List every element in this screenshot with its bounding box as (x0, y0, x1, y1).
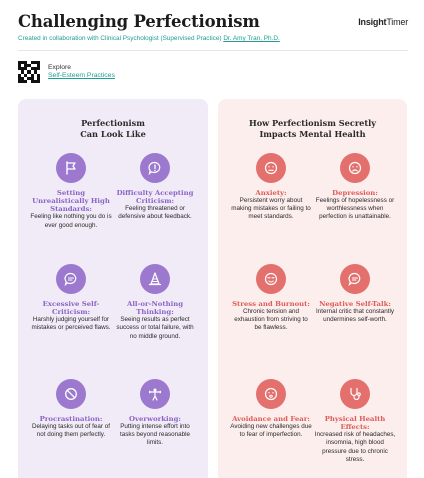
list-item (314, 379, 396, 464)
brand-logo[interactable] (358, 17, 408, 27)
speech-exclamation-icon (140, 153, 170, 183)
item-title: Negative Self-Talk: (319, 300, 391, 308)
stethoscope-icon (340, 379, 370, 409)
item-title: Avoidance and Fear: (232, 415, 310, 423)
qr-code-icon[interactable] (18, 61, 40, 83)
header (18, 12, 408, 42)
item-desc: Persistent worry about making mistakes or failing to meet standards. (231, 197, 311, 221)
list-item (30, 153, 112, 230)
list-item (314, 264, 396, 324)
chat-bubble-icon (56, 264, 86, 294)
brand-light: Timer (386, 17, 408, 27)
no-sign-icon (56, 379, 86, 409)
item-desc: Avoiding new challenges due to fear of imperfection. (230, 423, 312, 439)
item-desc: Internal critic that constantly undermines self-worth. (315, 308, 395, 324)
list-item (230, 264, 312, 333)
panel-title-line1: Perfectionism (81, 118, 145, 128)
collab-text: Created in collaboration with Clinical Psychologist (Supervised Practice) (18, 35, 224, 42)
list-item (30, 264, 112, 333)
item-title: Depression: (332, 189, 378, 197)
item-title: Setting Unrealistically High Standards: (32, 189, 110, 214)
collab-link[interactable]: Dr. Amy Tran, Ph.D. (223, 35, 280, 42)
worried-face-icon (256, 153, 286, 183)
item-title: Physical Health Effects: (324, 415, 386, 432)
flag-icon (56, 153, 86, 183)
panel-title-line1: How Perfectionism Secretly (248, 118, 377, 128)
item-desc: Delaying tasks out of fear of not doing them perfectly. (31, 423, 111, 439)
item-title: Overworking: (129, 415, 181, 423)
divider (18, 50, 408, 51)
chat-bubble-icon (340, 264, 370, 294)
mental-health-impacts-panel (218, 99, 407, 478)
collaboration-note (18, 35, 408, 42)
item-desc: Putting intense effort into tasks beyond reasonable limits. (119, 423, 190, 447)
item-desc: Feeling threatened or defensive about feedback. (118, 205, 192, 221)
item-desc: Feelings of hopelessness or worthlessness when perfection is unattainable. (315, 197, 395, 221)
page-title: Challenging Perfectionism (18, 12, 260, 31)
list-item (230, 153, 312, 222)
panel-title-line2: Can Look Like (80, 128, 146, 139)
explore-block (18, 61, 115, 83)
tired-face-icon (256, 264, 286, 294)
person-lifting-icon (140, 379, 170, 409)
sad-face-icon (340, 153, 370, 183)
cone-icon (140, 264, 170, 294)
item-desc: Feeling like nothing you do is ever good enough. (30, 213, 112, 229)
fear-face-icon (256, 379, 286, 409)
list-item (314, 153, 396, 222)
list-item (114, 264, 196, 341)
item-title: Anxiety: (255, 189, 287, 197)
brand-bold: Insight (358, 17, 387, 27)
item-desc: Seeing results as perfect success or total failure, with no middle ground. (116, 316, 194, 340)
list-item (30, 379, 112, 439)
item-desc: Harshly judging yourself for mistakes or perceived flaws. (31, 316, 111, 332)
panel-title (218, 118, 407, 139)
item-title: Difficulty Accepting Criticism: (116, 189, 194, 206)
item-desc: Increased risk of headaches, insomnia, high blood pressure due to chronic stress. (314, 431, 396, 463)
list-item (114, 379, 196, 448)
panel-title (18, 118, 208, 139)
panel-title-line2: Impacts Mental Health (259, 128, 366, 139)
item-title: Excessive Self-Criticism: (42, 300, 100, 317)
item-title: All-or-Nothing Thinking: (126, 300, 184, 317)
list-item (114, 153, 196, 222)
item-title: Procrastination: (39, 415, 103, 423)
item-title: Stress and Burnout: (232, 300, 310, 308)
list-item (230, 379, 312, 439)
perfectionism-signs-panel (18, 99, 208, 478)
item-desc: Chronic tension and exhaustion from striving to be flawless. (234, 308, 308, 332)
explore-label: Explore (48, 63, 72, 71)
explore-link[interactable]: Self-Esteem Practices (48, 72, 115, 79)
